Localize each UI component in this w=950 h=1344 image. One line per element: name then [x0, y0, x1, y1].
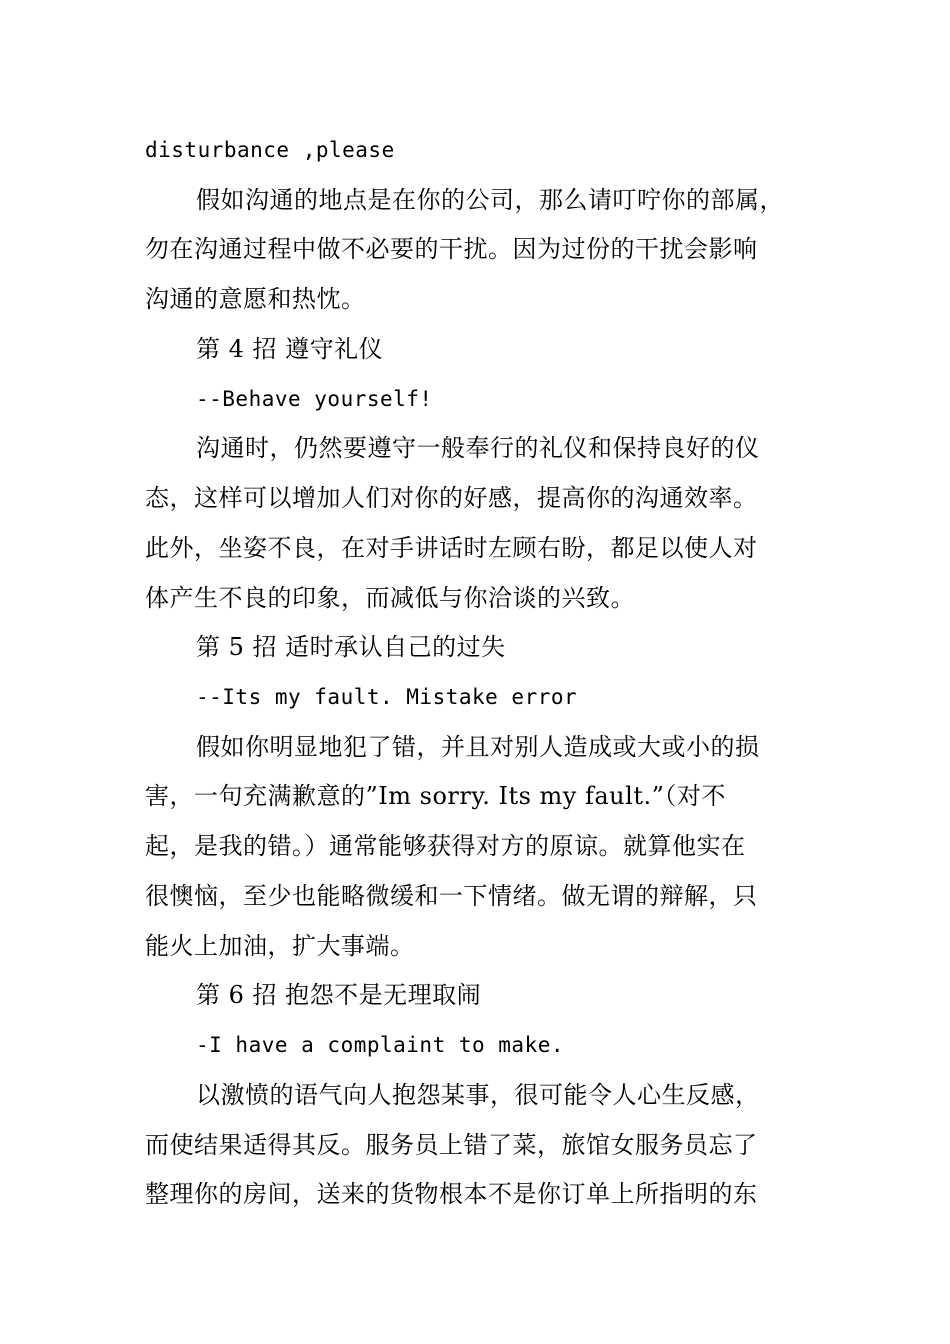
paragraph-line: 假如你明显地犯了错，并且对别人造成或大或小的损: [196, 733, 760, 761]
paragraph-line: 体产生不良的印象，而减低与你洽谈的兴致。: [145, 584, 635, 612]
paragraph-line: 很懊恼，至少也能略微缓和一下情绪。做无谓的辩解，只: [145, 882, 758, 910]
section-subtitle: --Its my fault. Mistake error: [196, 685, 578, 709]
text-line: disturbance ,please: [145, 138, 395, 162]
paragraph-line: 态，这样可以增加人们对你的好感，提高你的沟通效率。: [145, 484, 758, 512]
section-subtitle: --Behave yourself!: [196, 387, 433, 411]
section-heading: 第 5 招 适时承认自己的过失: [196, 633, 506, 661]
paragraph-line: 沟通的意愿和热忱。: [145, 285, 366, 313]
paragraph-line: 整理你的房间，送来的货物根本不是你订单上所指明的东: [145, 1180, 758, 1208]
paragraph-line: 以激愤的语气向人抱怨某事，很可能令人心生反感，: [196, 1081, 760, 1109]
paragraph-line: 而使结果适得其反。服务员上错了菜，旅馆女服务员忘了: [145, 1131, 758, 1159]
section-heading: 第 6 招 抱怨不是无理取闹: [196, 981, 482, 1009]
paragraph-line: 勿在沟通过程中做不必要的干扰。因为过份的干扰会影响: [145, 235, 758, 263]
section-heading: 第 4 招 遵守礼仪: [196, 335, 384, 363]
paragraph-line: 害，一句充满歉意的”Im sorry. Its my fault.”（对不: [145, 782, 726, 810]
paragraph-line: 沟通时，仍然要遵守一般奉行的礼仪和保持良好的仪: [196, 434, 760, 462]
paragraph-line: 起，是我的错。）通常能够获得对方的原谅。就算他实在: [145, 832, 746, 860]
paragraph-line: 此外，坐姿不良，在对手讲话时左顾右盼，都足以使人对: [145, 534, 758, 562]
paragraph-line: 能火上加油，扩大事端。: [145, 932, 415, 960]
paragraph-line: 假如沟通的地点是在你的公司，那么请叮咛你的部属，: [196, 186, 784, 214]
section-subtitle: -I have a complaint to make.: [196, 1033, 565, 1057]
